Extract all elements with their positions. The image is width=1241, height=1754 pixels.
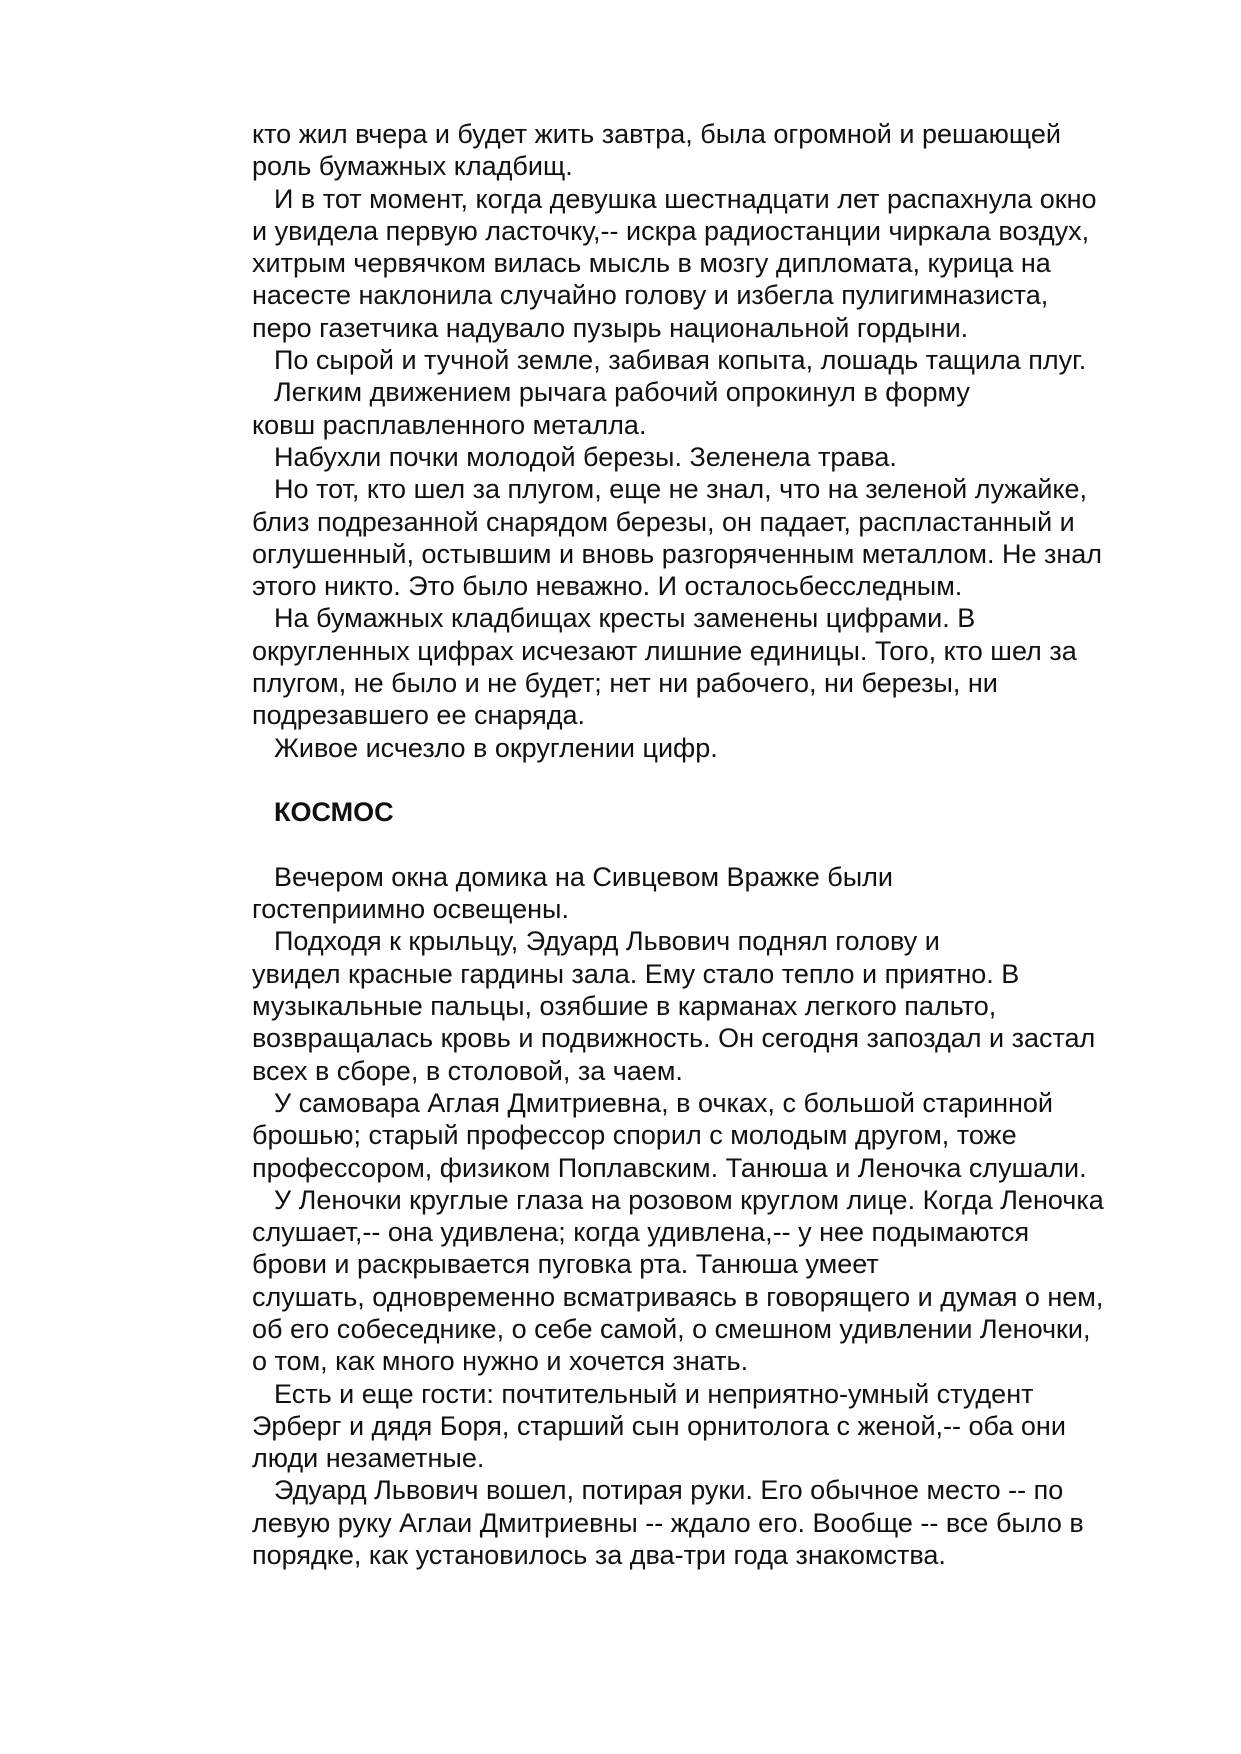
text-line: Эрберг и дядя Боря, старший сын орнитолога с женой,-- оба они bbox=[252, 1410, 1066, 1441]
paragraph-start-line: Эдуард Львович вошел, потирая руки. Его обычное место -- по bbox=[274, 1475, 1064, 1506]
paragraph-start-line: На бумажных кладбищах кресты заменены цифрами. В bbox=[274, 603, 976, 634]
text-line: музыкальные пальцы, озябшие в карманах легкого пальто, bbox=[252, 991, 997, 1022]
text-line: возвращалась кровь и подвижность. Он сегодня запоздал и застал bbox=[252, 1023, 1096, 1054]
text-line: и увидела первую ласточку,-- искра радиостанции чиркала воздух, bbox=[252, 215, 1090, 246]
text-line: плугом, не было и не будет; нет ни рабочего, ни березы, ни bbox=[252, 668, 998, 699]
text-line: кто жил вчера и будет жить завтра, была огромной и решающей bbox=[252, 119, 1061, 149]
text-line: роль бумажных кладбищ. bbox=[252, 151, 573, 182]
document-page bbox=[252, 118, 1152, 1571]
paragraph-start-line: И в тот момент, когда девушка шестнадцати лет распахнула окно bbox=[274, 183, 1097, 214]
text-line: слушать, одновременно всматриваясь в говорящего и думая о нем, bbox=[252, 1281, 1104, 1312]
paragraph-start-line: Вечером окна домика на Сивцевом Вражке были bbox=[274, 861, 893, 892]
text-line: оглушенный, остывшим и вновь разгоряченным металлом. Не знал bbox=[252, 538, 1103, 569]
paragraph-start-line: У самовара Аглая Дмитриевна, в очках, с большой старинной bbox=[274, 1087, 1054, 1118]
paragraph-start-line: У Леночки круглые глаза на розовом круглом лице. Когда Леночка bbox=[274, 1184, 1104, 1215]
text-line: увидел красные гардины зала. Ему стало тепло и приятно. В bbox=[252, 958, 1020, 989]
blank-line bbox=[252, 764, 1152, 796]
paragraph-start-line: Но тот, кто шел за плугом, еще не знал, что на зеленой лужайке, bbox=[274, 474, 1088, 505]
text-line: ковш расплавленного металла. bbox=[252, 409, 647, 440]
text-line: всех в сборе, в столовой, за чаем. bbox=[252, 1055, 683, 1086]
text-line: хитрым червячком вилась мысль в мозгу дипломата, курица на bbox=[252, 248, 1051, 279]
text-line: люди незаметные. bbox=[252, 1443, 485, 1474]
blank-line bbox=[252, 829, 1152, 861]
text-line: порядке, как установилось за два-три года знакомства. bbox=[252, 1540, 946, 1571]
chapter-heading: КОСМОС bbox=[274, 797, 394, 828]
paragraph-start-line: Легким движением рычага рабочий опрокинул в форму bbox=[274, 377, 970, 408]
text-line: близ подрезанной снарядом березы, он падает, распластанный и bbox=[252, 506, 1075, 537]
text-line: об его собеседнике, о себе самой, о смешном удивлении Леночки, bbox=[252, 1313, 1091, 1344]
text-line: профессором, физиком Поплавским. Танюша и Леночка слушали. bbox=[252, 1152, 1087, 1183]
text-line: этого никто. Это было неважно. И осталосьбесследным. bbox=[252, 571, 963, 602]
text-line: слушает,-- она удивлена; когда удивлена,-- у нее подымаются bbox=[252, 1217, 1030, 1248]
text-line: насесте наклонила случайно голову и избегла пулигимназиста, bbox=[252, 280, 1049, 311]
text-line: левую руку Аглаи Дмитриевны -- ждало его. Вообще -- все было в bbox=[252, 1507, 1084, 1538]
text-line: округленных цифрах исчезают лишние единицы. Того, кто шел за bbox=[252, 635, 1077, 666]
paragraph-start-line: По сырой и тучной земле, забивая копыта, лошадь тащила плуг. bbox=[274, 345, 1087, 376]
paragraph-start-line: Подходя к крыльцу, Эдуард Львович поднял голову и bbox=[274, 926, 940, 957]
text-line: брови и раскрывается пуговка рта. Танюша умеет bbox=[252, 1249, 879, 1280]
text-line: брошью; старый профессор спорил с молодым другом, тоже bbox=[252, 1120, 1017, 1151]
text-line: о том, как много нужно и хочется знать. bbox=[252, 1346, 749, 1377]
text-line: гостеприимно освещены. bbox=[252, 894, 569, 925]
text-line: перо газетчика надувало пузырь национальной гордыни. bbox=[252, 312, 969, 343]
paragraph-start-line: Живое исчезло в округлении цифр. bbox=[274, 732, 718, 763]
paragraph-start-line: Набухли почки молодой березы. Зеленела трава. bbox=[274, 441, 897, 472]
paragraph-start-line: Есть и еще гости: почтительный и неприятно-умный студент bbox=[274, 1378, 1034, 1409]
text-line: подрезавшего ее снаряда. bbox=[252, 700, 585, 731]
